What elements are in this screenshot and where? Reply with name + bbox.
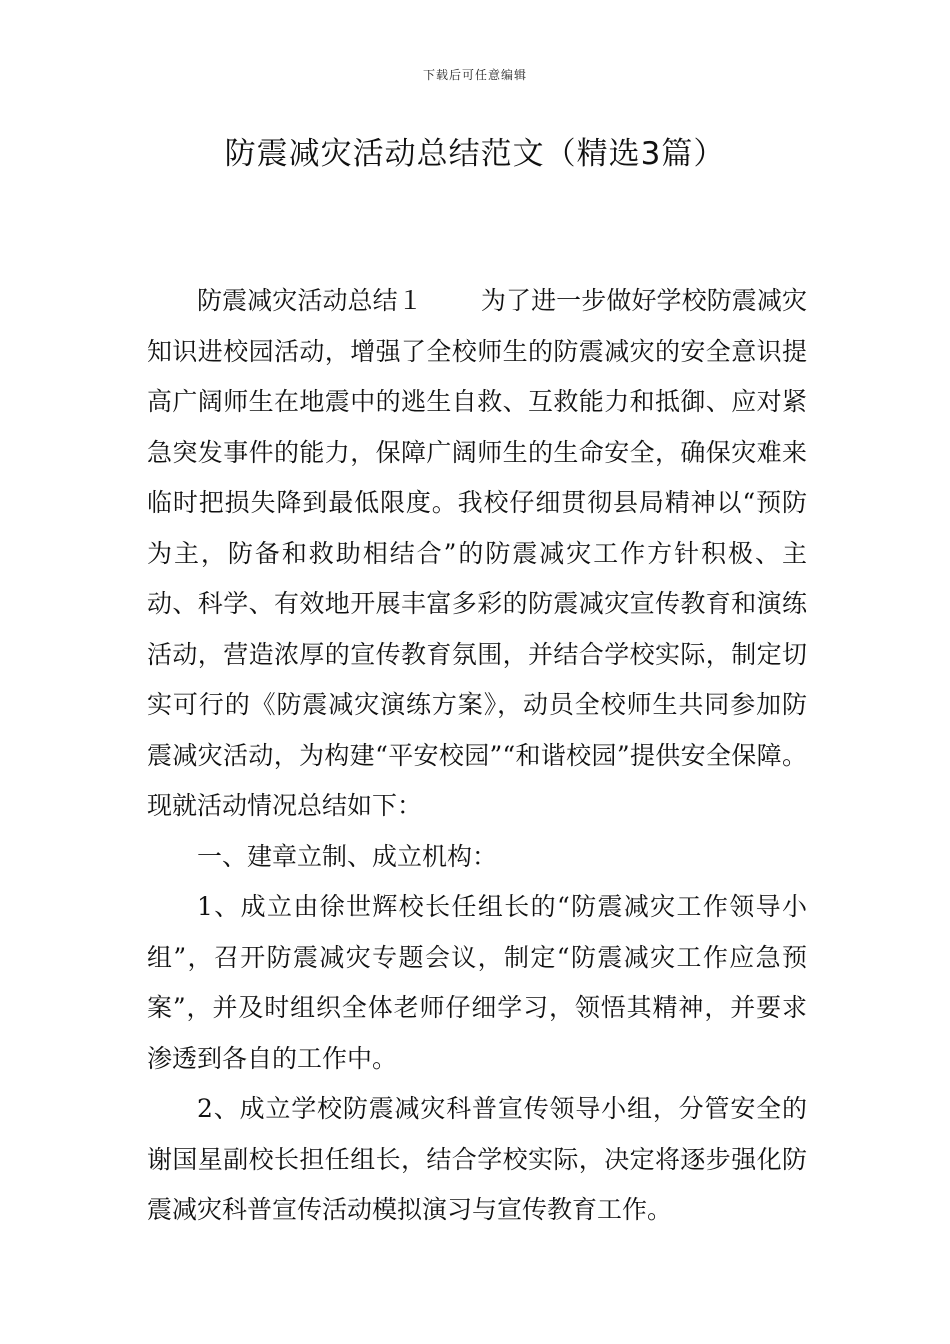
paragraph-text: 为了进一步做好学校防震减灾知识进校园活动，增强了全校师生的防震减灾的安全意识提高广阔师生在地震中的逃生自救、互救能力和抵御、应对紧急突发事件的能力，保障广阔师生的生命安全，确保灾难来临时把损失降到最低限度。我校仔细贯彻县局精神以“预防为主，防备和救助相结合”的防震减灾工作方针积极、主动、科学、有效地开展丰富多彩的防震减灾宣传教育和演练活动，营造浓厚的宣传教育氛围，并结合学校实际，制定切实可行的《防震减灾演练方案》，动员全校师生共同参加防震减灾活动，为构建“平安校园”“和谐校园”提供安全保障。现就活动情况总结如下： bbox=[147, 286, 807, 820]
subheading-paragraph: 一、建章立制、成立机构： bbox=[197, 841, 498, 871]
document-body bbox=[147, 276, 807, 1236]
item-paragraph-1: 1、成立由徐世辉校长任组长的“防震减灾工作领导小组”，召开防震减灾专题会议，制定“防震减灾工作应急预案”，并及时组织全体老师仔细学习，领悟其精神，并要求渗透到各自的工作中。 bbox=[147, 892, 807, 1073]
item-paragraph-2: 2、成立学校防震减灾科普宣传领导小组，分管安全的谢国星副校长担任组长，结合学校实际，决定将逐步强化防震减灾科普宣传活动模拟演习与宣传教育工作。 bbox=[147, 1094, 807, 1224]
section-heading: 防震减灾活动总结１ bbox=[197, 286, 423, 315]
header-note: 下载后可任意编辑 bbox=[422, 68, 527, 82]
intro-paragraph bbox=[147, 276, 807, 832]
document-title: 防震减灾活动总结范文（精选3篇） bbox=[224, 136, 726, 172]
